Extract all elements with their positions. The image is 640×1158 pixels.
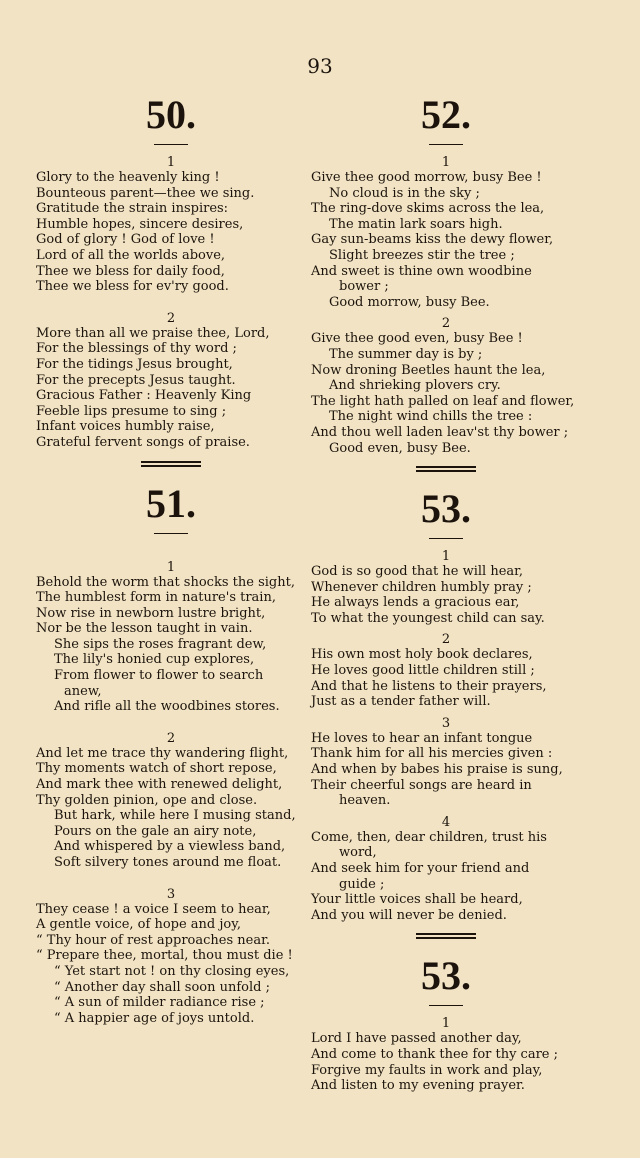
verse-line: He loves good little children still ; — [311, 663, 535, 679]
verse-line: The lily's honied cup explores, — [54, 652, 255, 668]
verse-line: Thee we bless for daily food, — [36, 263, 225, 279]
verse-line: For the precepts Jesus taught. — [36, 372, 236, 388]
verse-line: But hark, while here I musing stand, — [54, 808, 296, 824]
verse-line: And when by babes his praise is sung, — [311, 762, 563, 778]
verse-line: Lord of all the worlds above, — [36, 247, 226, 263]
verse-line: Gay sun-beams kiss the dewy flower, — [311, 232, 554, 248]
verse-number: 3 — [441, 715, 451, 731]
hymn-number: 50. — [146, 92, 196, 137]
verse-line: “ A sun of milder radiance rise ; — [54, 995, 265, 1011]
verse-line: The ring-dove skims across the lea, — [311, 201, 545, 217]
verse-line: And you will never be denied. — [311, 907, 507, 923]
verse-number: 2 — [166, 730, 176, 746]
short-rule — [154, 144, 188, 145]
verse-line: They cease ! a voice I seem to hear, — [36, 901, 271, 917]
verse-number: 1 — [441, 549, 451, 565]
verse-line: Pours on the gale an airy note, — [54, 823, 257, 839]
verse-line: Grateful fervent songs of praise. — [36, 434, 250, 450]
double-rule — [416, 933, 476, 939]
verse-line: heaven. — [339, 793, 391, 809]
verse-line: Slight breezes stir the tree ; — [329, 247, 515, 263]
verse-line: Nor be the lesson taught in vain. — [36, 621, 253, 637]
short-rule — [154, 533, 188, 534]
verse-number: 3 — [166, 886, 176, 902]
verse-number: 2 — [166, 310, 176, 326]
verse-line: And mark thee with renewed delight, — [36, 777, 283, 793]
verse — [36, 326, 306, 451]
verse-line: No cloud is in the sky ; — [329, 185, 480, 201]
verse-line: He loves to hear an infant tongue — [311, 730, 533, 746]
verse-line: Now rise in newborn lustre bright, — [36, 605, 266, 621]
verse-line: “ A happier age of joys untold. — [54, 1010, 255, 1026]
verse — [311, 830, 581, 924]
verse-line: Thee we bless for ev'ry good. — [36, 279, 229, 295]
verse-line: Come, then, dear children, trust his — [311, 829, 547, 845]
verse-number: 4 — [441, 814, 451, 830]
verse-line: From flower to flower to search — [54, 668, 264, 684]
verse-number: 2 — [441, 316, 451, 332]
verse-line: Their cheerful songs are heard in — [311, 777, 532, 793]
verse-line: bower ; — [339, 279, 389, 295]
verse-line: The summer day is by ; — [329, 346, 483, 362]
verse-line: “ Another day shall soon unfold ; — [54, 979, 270, 995]
verse-line: A gentle voice, of hope and joy, — [36, 917, 241, 933]
verse-line: Good even, busy Bee. — [329, 440, 471, 456]
verse-line: His own most holy book declares, — [311, 647, 533, 663]
verse-line: “ Prepare thee, mortal, thou must die ! — [36, 948, 293, 964]
short-rule — [429, 538, 463, 539]
verse-line: “ Yet start not ! on thy closing eyes, — [54, 963, 290, 979]
left-column — [36, 92, 306, 1026]
verse-line: Gracious Father : Heavenly King — [36, 388, 252, 404]
verse-line: And that he listens to their prayers, — [311, 678, 547, 694]
verse-line: Now droning Beetles haunt the lea, — [311, 362, 546, 378]
verse-line: And shrieking plovers cry. — [329, 378, 501, 394]
verse-line: He always lends a gracious ear, — [311, 595, 520, 611]
verse — [36, 170, 306, 295]
verse-line: She sips the roses fragrant dew, — [54, 636, 267, 652]
verse-line: Just as a tender father will. — [311, 694, 491, 710]
verse-line: anew, — [64, 683, 102, 699]
verse — [311, 731, 581, 809]
right-column — [311, 92, 581, 1094]
hymn-51 — [36, 481, 306, 1027]
verse-line: For the tidings Jesus brought, — [36, 356, 233, 372]
verse-line: Feeble lips presume to sing ; — [36, 403, 227, 419]
verse-line: Thank him for all his mercies given : — [311, 746, 553, 762]
verse-line: The night wind chills the tree : — [329, 409, 533, 425]
verse-line: God is so good that he will hear, — [311, 564, 524, 580]
verse — [311, 564, 581, 626]
verse-line: And thou well laden leav'st thy bower ; — [311, 424, 569, 440]
page-number: 93 — [307, 54, 333, 78]
verse-line: The matin lark soars high. — [329, 216, 503, 232]
verse-line: And sweet is thine own woodbine — [311, 263, 532, 279]
verse-line: Give thee good even, busy Bee ! — [311, 331, 523, 347]
verse-line: Give thee good morrow, busy Bee ! — [311, 170, 542, 185]
short-rule — [429, 1005, 463, 1006]
verse — [311, 331, 581, 456]
double-rule — [416, 466, 476, 472]
verse-number: 1 — [441, 1016, 451, 1032]
verse-number: 2 — [441, 632, 451, 648]
verse-line: Good morrow, busy Bee. — [329, 294, 490, 310]
verse-number: 1 — [441, 155, 451, 170]
hymn-52 — [311, 92, 581, 456]
hymn-number: 51. — [146, 480, 196, 526]
verse-line: Thy golden pinion, ope and close. — [36, 792, 258, 808]
verse-line: Gratitude the strain inspires: — [36, 201, 229, 217]
verse-line: Whenever children humbly pray ; — [311, 579, 532, 595]
hymn-53-second — [311, 953, 581, 1093]
hymn-53 — [311, 486, 581, 923]
verse-line: More than all we praise thee, Lord, — [36, 325, 270, 341]
verse-line: Bounteous parent—thee we sing. — [36, 185, 255, 201]
verse-line: Behold the worm that shocks the sight, — [36, 574, 295, 590]
verse-line: And listen to my evening prayer. — [311, 1078, 525, 1094]
verse-line: And seek him for your friend and — [311, 861, 530, 876]
verse-line: Your little voices shall be heard, — [311, 892, 523, 908]
verse-line: For the blessings of thy word ; — [36, 341, 237, 357]
verse-number: 1 — [166, 155, 176, 170]
verse-line: The humblest form in nature's train, — [36, 590, 276, 606]
verse-line: To what the youngest child can say. — [311, 610, 545, 626]
verse — [311, 170, 581, 310]
verse-number: 1 — [166, 559, 176, 575]
verse-line: word, — [339, 845, 377, 861]
verse-line: Thy moments watch of short repose, — [36, 761, 277, 777]
verse-line: “ Thy hour of rest approaches near. — [36, 932, 270, 948]
verse-line: Infant voices humbly raise, — [36, 419, 215, 435]
verse-line: The light hath palled on leaf and flower, — [311, 393, 575, 409]
verse-line: Forgive my faults in work and play, — [311, 1062, 543, 1078]
verse-line: And whispered by a viewless band, — [54, 839, 286, 855]
short-rule — [429, 144, 463, 145]
verse-line: Lord I have passed another day, — [311, 1031, 522, 1047]
verse — [36, 575, 306, 715]
verse-line: God of glory ! God of love ! — [36, 232, 215, 248]
verse-line: And let me trace thy wandering flight, — [36, 745, 289, 761]
verse — [36, 746, 306, 871]
hymn-50 — [36, 92, 306, 451]
verse-line: And come to thank thee for thy care ; — [311, 1046, 559, 1062]
verse — [311, 1031, 581, 1093]
verse-line: Glory to the heavenly king ! — [36, 170, 220, 185]
hymn-number: 53. — [421, 953, 471, 999]
verse-line: guide ; — [339, 876, 385, 892]
verse-line: Humble hopes, sincere desires, — [36, 216, 244, 232]
double-rule — [141, 461, 201, 467]
hymn-number: 53. — [421, 486, 471, 532]
verse-line: Soft silvery tones around me float. — [54, 855, 282, 870]
hymn-number: 52. — [421, 92, 471, 137]
verse — [311, 647, 581, 709]
verse — [36, 902, 306, 1027]
verse-line: And rifle all the woodbines stores. — [54, 699, 280, 715]
